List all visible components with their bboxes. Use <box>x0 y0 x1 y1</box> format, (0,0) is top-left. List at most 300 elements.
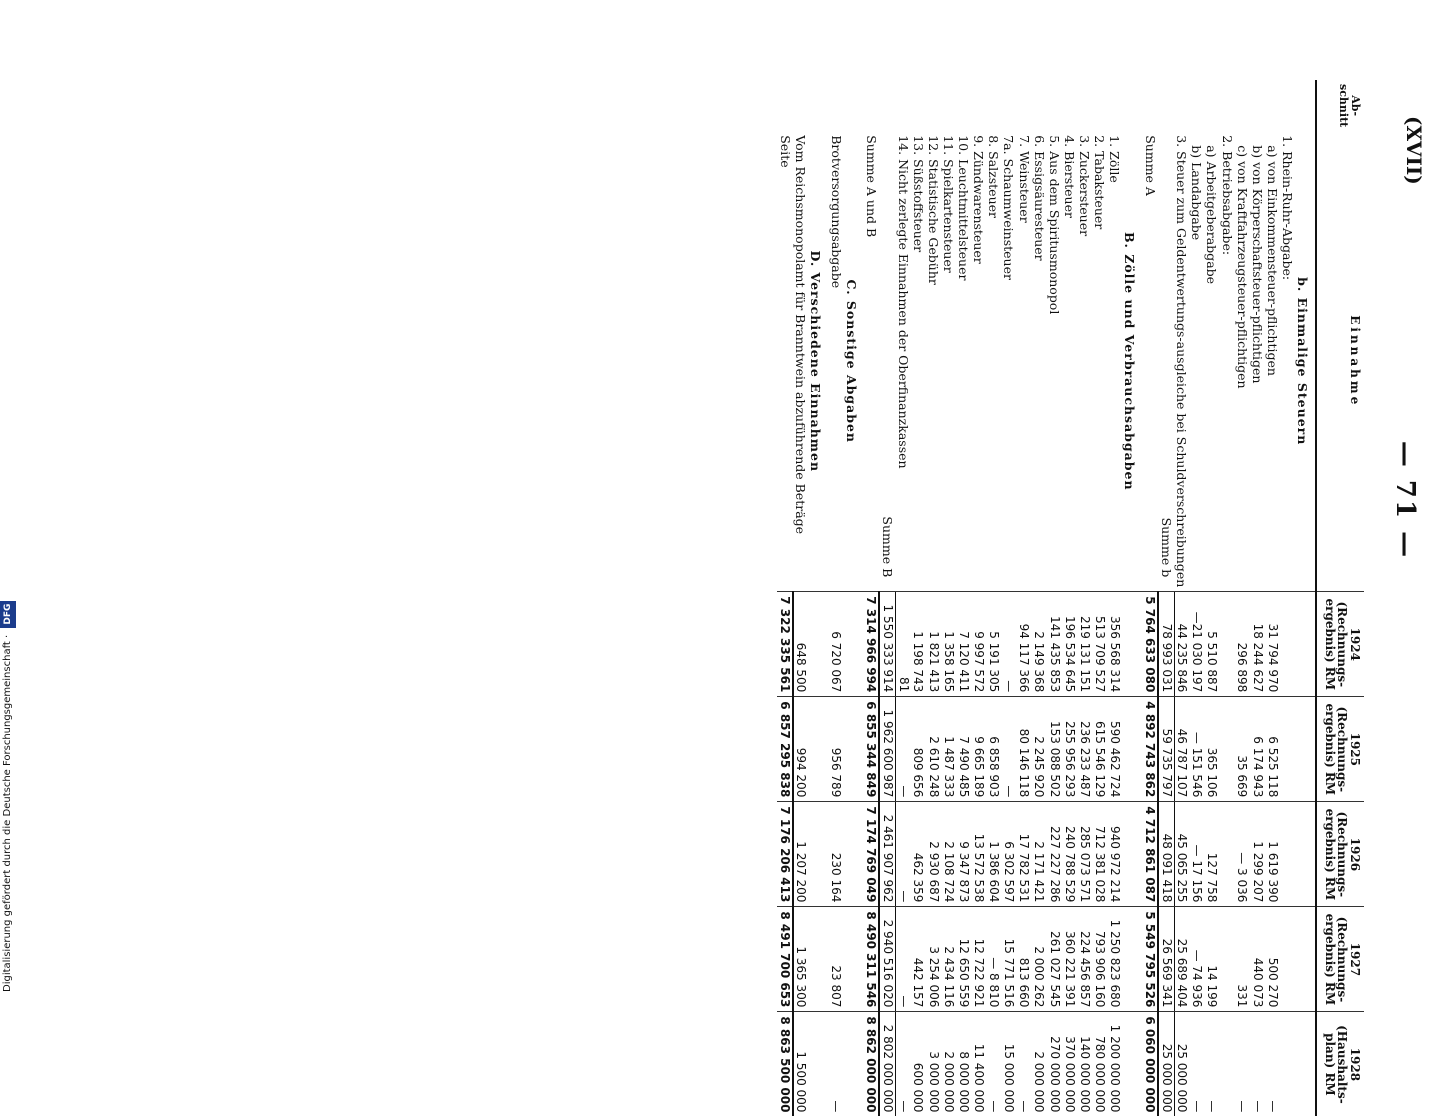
header-year-1925 <box>1316 697 1364 802</box>
row-label: 3. Steuer zum Geldentwertungs-ausgleiche bei Schuldverschreibungen <box>1174 135 1190 588</box>
value-cell: 1 365 300 <box>793 907 809 1012</box>
value-cell: 442 157 <box>911 907 926 1012</box>
abschnitt-cell <box>1174 80 1189 131</box>
row-label: 6. Essigsäuresteuer <box>1031 135 1047 261</box>
value-cell: 196 534 645 <box>1062 592 1077 697</box>
value-cell: 7 322 335 561 <box>777 592 793 697</box>
year-unit: RM <box>1322 981 1337 1006</box>
value-cell <box>808 907 828 1012</box>
value-cell: 590 462 724 <box>1107 697 1122 802</box>
value-cell: 6 855 344 849 <box>864 697 880 802</box>
abschnitt-cell <box>986 80 1001 131</box>
value-cell: 4 712 861 087 <box>1142 802 1158 907</box>
value-cell: 2 000 262 <box>1032 907 1047 1012</box>
abschnitt-cell <box>1001 80 1016 131</box>
year-label: 1925 <box>1348 732 1362 767</box>
value-cell: 296 898 <box>1235 592 1250 697</box>
value-cell: 9 347 873 <box>956 802 971 907</box>
total-row <box>864 80 880 1116</box>
row-label: c) von Kraftfahrzeugsteuer-pflichtigen <box>1234 145 1250 389</box>
value-cell: — <box>895 697 910 802</box>
row-label: 1. Zölle <box>1107 135 1123 183</box>
value-cell <box>1295 697 1316 802</box>
value-cell: 35 669 <box>1235 697 1250 802</box>
table-row <box>1219 80 1234 1116</box>
value-cell: 4 892 743 862 <box>1142 697 1158 802</box>
abschnitt-cell <box>1265 80 1280 131</box>
row-label: D. Verschiedene Einnahmen <box>808 250 824 473</box>
value-cell: 7 120 411 <box>956 592 971 697</box>
section-heading-row <box>808 80 828 1116</box>
value-cell: 7 176 206 413 <box>777 802 793 907</box>
table-row <box>1016 80 1031 1116</box>
table-row <box>956 80 971 1116</box>
abschnitt-cell <box>1122 80 1142 131</box>
table-row <box>1250 80 1265 1116</box>
table-row <box>1204 80 1219 1116</box>
value-cell: 94 117 366 <box>1016 592 1031 697</box>
value-cell: 6 525 118 <box>1265 697 1280 802</box>
value-cell: 80 146 118 <box>1016 697 1031 802</box>
abschnitt-cell <box>1047 80 1062 131</box>
value-cell <box>844 697 864 802</box>
table-row <box>926 80 941 1116</box>
value-cell: 2 000 000 <box>1032 1012 1047 1116</box>
value-cell: 1 299 207 <box>1250 802 1265 907</box>
abschnitt-cell <box>1235 80 1250 131</box>
total-row <box>1142 80 1158 1116</box>
row-label: 5. Aus dem Spiritusmonopol <box>1046 135 1062 315</box>
dfg-logo: DFG <box>0 601 16 628</box>
abschnitt-cell <box>777 80 793 131</box>
value-cell: 8 862 000 000 <box>864 1012 880 1116</box>
table-row <box>1077 80 1092 1116</box>
value-cell: 141 435 853 <box>1047 592 1062 697</box>
value-cell: — <box>1235 1012 1250 1116</box>
value-cell: 78 993 031 <box>1158 592 1174 697</box>
abschnitt-cell <box>971 80 986 131</box>
value-cell <box>808 1012 828 1116</box>
row-label: 2. Betriebsabgabe: <box>1219 135 1235 256</box>
revenue-table <box>777 80 1364 1116</box>
value-cell: 5 510 887 <box>1204 592 1219 697</box>
value-cell: 8 000 000 <box>956 1012 971 1116</box>
value-cell: 6 720 067 <box>828 592 843 697</box>
value-cell: 1 550 333 914 <box>879 592 895 697</box>
row-label: Summe A und B <box>864 135 880 238</box>
value-cell: 25 000 000 <box>1174 1012 1189 1116</box>
value-cell: 360 221 391 <box>1062 907 1077 1012</box>
abschnitt-cell <box>844 80 864 131</box>
value-cell: 500 270 <box>1265 907 1280 1012</box>
value-cell: 940 972 214 <box>1107 802 1122 907</box>
value-cell: 1 487 333 <box>941 697 956 802</box>
value-cell <box>808 697 828 802</box>
table-row <box>1001 80 1016 1116</box>
value-cell <box>1280 697 1295 802</box>
section-label: (XVII) <box>1402 116 1426 185</box>
header-einnahme: Einnahme <box>1316 131 1364 592</box>
value-cell: 331 <box>1235 907 1250 1012</box>
value-cell: 1 198 743 <box>911 592 926 697</box>
abschnitt-cell <box>1204 80 1219 131</box>
value-cell: 2 000 000 <box>941 1012 956 1116</box>
value-cell: 18 244 627 <box>1250 592 1265 697</box>
value-cell: 648 500 <box>793 592 809 697</box>
value-cell: — <box>895 907 910 1012</box>
value-cell: 25 689 404 <box>1174 907 1189 1012</box>
value-cell <box>808 592 828 697</box>
row-label: C. Sonstige Abgaben <box>843 279 859 444</box>
abschnitt-cell <box>895 80 910 131</box>
table-row <box>1047 80 1062 1116</box>
row-label: 11. Spielkartensteuer <box>940 135 956 273</box>
row-label: 4. Biersteuer <box>1061 135 1077 218</box>
value-cell <box>1219 592 1234 697</box>
year-label: 1926 <box>1348 837 1362 872</box>
abschnitt-cell <box>864 80 880 131</box>
value-cell <box>1122 907 1142 1012</box>
row-label: 3. Zuckersteuer <box>1077 135 1093 237</box>
table-header <box>1316 80 1364 1116</box>
value-cell <box>1280 802 1295 907</box>
value-cell: 255 956 293 <box>1062 697 1077 802</box>
value-cell: — <box>828 1012 843 1116</box>
value-cell <box>808 802 828 907</box>
value-cell: 31 794 970 <box>1265 592 1280 697</box>
abschnitt-cell <box>793 80 809 131</box>
year-unit: RM <box>1322 666 1337 691</box>
value-cell: 240 788 529 <box>1062 802 1077 907</box>
value-cell: 5 764 633 080 <box>1142 592 1158 697</box>
section-heading-row <box>844 80 864 1116</box>
table-row <box>986 80 1001 1116</box>
row-label: a) Arbeitgeberabgabe <box>1204 145 1220 285</box>
abschnitt-cell <box>1107 80 1122 131</box>
year-subtitle: (Rechnungs-ergebnis) <box>1322 808 1350 898</box>
value-cell: 127 758 <box>1204 802 1219 907</box>
value-cell: 23 807 <box>828 907 843 1012</box>
year-label: 1924 <box>1348 627 1362 661</box>
abschnitt-cell <box>1032 80 1047 131</box>
table-row <box>911 80 926 1116</box>
value-cell: 600 000 <box>911 1012 926 1116</box>
header-year-1928 <box>1316 1012 1364 1116</box>
abschnitt-cell <box>1062 80 1077 131</box>
value-cell: 1 619 390 <box>1265 802 1280 907</box>
value-cell: 2 434 116 <box>941 907 956 1012</box>
year-subtitle: (Haushalts-plan) <box>1322 1025 1350 1104</box>
value-cell: 365 106 <box>1204 697 1219 802</box>
value-cell: 8 863 500 000 <box>777 1012 793 1116</box>
row-label: 13. Süßstoffsteuer <box>910 135 926 253</box>
value-cell: 230 164 <box>828 802 843 907</box>
value-cell: 224 456 857 <box>1077 907 1092 1012</box>
value-cell <box>1280 592 1295 697</box>
value-cell: 2 245 920 <box>1032 697 1047 802</box>
value-cell <box>1219 697 1234 802</box>
value-cell <box>1280 1012 1295 1116</box>
table-row <box>1092 80 1107 1116</box>
table-row <box>1032 80 1047 1116</box>
row-label: b) Landabgabe <box>1189 145 1205 241</box>
value-cell: — <box>1204 1012 1219 1116</box>
row-label: Brotversorgungsabgabe <box>828 135 844 289</box>
value-cell: —21 030 197 <box>1189 592 1204 697</box>
value-cell: 13 572 538 <box>971 802 986 907</box>
header-year-1924 <box>1316 592 1364 697</box>
table-row <box>971 80 986 1116</box>
value-cell <box>844 1012 864 1116</box>
value-cell: 15 771 516 <box>1001 907 1016 1012</box>
value-cell: — <box>1189 1012 1204 1116</box>
section-heading-row <box>1122 80 1142 1116</box>
value-cell: 1 500 000 <box>793 1012 809 1116</box>
footer-text: Digitalisierung gefördert durch die Deutsche Forschungsgemeinschaft · <box>2 634 13 992</box>
value-cell: 6 060 000 000 <box>1142 1012 1158 1116</box>
year-subtitle: (Rechnungs-ergebnis) <box>1322 703 1350 793</box>
value-cell: 12 722 921 <box>971 907 986 1012</box>
value-cell: 2 802 000 000 <box>879 1012 895 1116</box>
value-cell: 6 857 295 838 <box>777 697 793 802</box>
value-cell: 1 250 823 680 <box>1107 907 1122 1012</box>
value-cell: 8 491 700 653 <box>777 907 793 1012</box>
value-cell: 615 546 129 <box>1092 697 1107 802</box>
value-cell: — <box>1250 1012 1265 1116</box>
table-row <box>1265 80 1280 1116</box>
value-cell <box>1295 592 1316 697</box>
table-row <box>895 80 910 1116</box>
row-label: Seite <box>777 135 793 168</box>
value-cell: — <box>895 1012 910 1116</box>
row-label: Summe b <box>1158 517 1174 578</box>
row-label: a) von Einkommensteuer-pflichtigen <box>1264 145 1280 376</box>
value-cell: 7 314 966 994 <box>864 592 880 697</box>
abschnitt-cell <box>1250 80 1265 131</box>
value-cell <box>1122 697 1142 802</box>
value-cell: 44 235 846 <box>1174 592 1189 697</box>
section-heading-row <box>1295 80 1316 1116</box>
value-cell: 3 254 006 <box>926 907 941 1012</box>
value-cell: 1 962 600 987 <box>879 697 895 802</box>
total-row <box>777 80 793 1116</box>
value-cell: 712 381 028 <box>1092 802 1107 907</box>
year-subtitle: (Rechnungs-ergebnis) <box>1322 598 1350 688</box>
value-cell: 2 108 724 <box>941 802 956 907</box>
value-cell: 25 000 000 <box>1158 1012 1174 1116</box>
value-cell: 2 930 687 <box>926 802 941 907</box>
value-cell: 236 233 487 <box>1077 697 1092 802</box>
row-label: 9. Zündwarensteuer <box>971 135 987 264</box>
row-label: 10. Leuchtmittelsteuer <box>956 135 972 281</box>
value-cell <box>1295 1012 1316 1116</box>
row-label: 2. Tabaksteuer <box>1092 135 1108 230</box>
abschnitt-cell <box>1092 80 1107 131</box>
abschnitt-cell <box>879 80 895 131</box>
value-cell <box>1280 907 1295 1012</box>
row-label: Summe B <box>879 516 895 578</box>
value-cell: 2 461 907 962 <box>879 802 895 907</box>
value-cell: 140 000 000 <box>1077 1012 1092 1116</box>
row-label: b. Einmalige Steuern <box>1295 277 1311 446</box>
year-subtitle: (Rechnungs-ergebnis) <box>1322 913 1350 1003</box>
row-label: 7a. Schaumweinsteuer <box>1001 135 1017 280</box>
value-cell: 462 359 <box>911 802 926 907</box>
row-label: Vom Reichsmonopolamt für Branntwein abzuführende Beträge <box>793 135 809 535</box>
table-row <box>1280 80 1295 1116</box>
value-cell: 153 088 502 <box>1047 697 1062 802</box>
value-cell: 8 490 311 546 <box>864 907 880 1012</box>
value-cell: 9 665 189 <box>971 697 986 802</box>
value-cell: 7 490 485 <box>956 697 971 802</box>
value-cell: 6 858 903 <box>986 697 1001 802</box>
page-number: — 71 — <box>1390 440 1420 560</box>
total-row <box>1158 80 1174 1116</box>
value-cell: 261 027 545 <box>1047 907 1062 1012</box>
header-year-1926 <box>1316 802 1364 907</box>
value-cell: 370 000 000 <box>1062 1012 1077 1116</box>
row-label: 14. Nicht zerlegte Einnahmen der Oberfinanzkassen <box>895 135 911 469</box>
value-cell: 793 906 160 <box>1092 907 1107 1012</box>
abschnitt-cell <box>1077 80 1092 131</box>
value-cell: 356 568 314 <box>1107 592 1122 697</box>
abschnitt-cell <box>828 80 843 131</box>
abschnitt-cell <box>1280 80 1295 131</box>
value-cell: 1 358 165 <box>941 592 956 697</box>
value-cell: 45 065 255 <box>1174 802 1189 907</box>
value-cell <box>1122 592 1142 697</box>
value-cell: 780 000 000 <box>1092 1012 1107 1116</box>
value-cell <box>1295 802 1316 907</box>
value-cell: 81 <box>895 592 910 697</box>
abschnitt-cell <box>1142 80 1158 131</box>
value-cell: 219 131 151 <box>1077 592 1092 697</box>
value-cell <box>1219 907 1234 1012</box>
table-row <box>1062 80 1077 1116</box>
year-unit: RM <box>1322 1072 1337 1096</box>
year-label: 1927 <box>1348 942 1362 977</box>
value-cell: 15 000 000 <box>1001 1012 1016 1116</box>
value-cell: — <box>1265 1012 1280 1116</box>
value-cell: — 17 156 <box>1189 802 1204 907</box>
value-cell: 227 227 286 <box>1047 802 1062 907</box>
value-cell <box>844 802 864 907</box>
value-cell: 46 787 107 <box>1174 697 1189 802</box>
table-row <box>1235 80 1250 1116</box>
value-cell: 5 191 305 <box>986 592 1001 697</box>
row-label: B. Zölle und Verbrauchsabgaben <box>1122 231 1138 491</box>
table-row <box>1107 80 1122 1116</box>
value-cell: 2 149 368 <box>1032 592 1047 697</box>
value-cell: 813 660 <box>1016 907 1031 1012</box>
value-cell <box>1219 1012 1234 1116</box>
row-label: 8. Salzsteuer <box>986 135 1002 218</box>
value-cell: — <box>1001 697 1016 802</box>
year-label: 1928 <box>1348 1047 1362 1082</box>
value-cell: 994 200 <box>793 697 809 802</box>
value-cell <box>1219 802 1234 907</box>
value-cell: 1 200 000 000 <box>1107 1012 1122 1116</box>
value-cell: 7 174 769 049 <box>864 802 880 907</box>
header-row <box>1316 80 1364 1116</box>
value-cell: 270 000 000 <box>1047 1012 1062 1116</box>
value-cell: 48 091 418 <box>1158 802 1174 907</box>
total-row <box>879 80 895 1116</box>
value-cell: 5 549 795 526 <box>1142 907 1158 1012</box>
value-cell: 2 940 516 020 <box>879 907 895 1012</box>
value-cell <box>1122 802 1142 907</box>
abschnitt-cell <box>1016 80 1031 131</box>
value-cell <box>1122 1012 1142 1116</box>
year-unit: RM <box>1322 771 1337 796</box>
abschnitt-cell <box>956 80 971 131</box>
value-cell: 11 400 000 <box>971 1012 986 1116</box>
value-cell: — <box>895 802 910 907</box>
value-cell: 1 821 413 <box>926 592 941 697</box>
abschnitt-cell <box>911 80 926 131</box>
value-cell <box>1295 907 1316 1012</box>
abschnitt-cell <box>1295 80 1316 131</box>
value-cell: 285 073 571 <box>1077 802 1092 907</box>
value-cell: — 8 810 <box>986 907 1001 1012</box>
value-cell: 440 073 <box>1250 907 1265 1012</box>
header-year-1927 <box>1316 907 1364 1012</box>
value-cell: — <box>1016 1012 1031 1116</box>
abschnitt-cell <box>941 80 956 131</box>
value-cell: 26 569 341 <box>1158 907 1174 1012</box>
abschnitt-cell <box>808 80 828 131</box>
value-cell: 956 789 <box>828 697 843 802</box>
value-cell <box>844 592 864 697</box>
value-cell: 809 656 <box>911 697 926 802</box>
header-abschnitt: Ab-schnitt <box>1316 80 1364 131</box>
value-cell: 17 782 531 <box>1016 802 1031 907</box>
table-row <box>828 80 843 1116</box>
abschnitt-cell <box>926 80 941 131</box>
value-cell: — <box>986 1012 1001 1116</box>
value-cell: — 151 546 <box>1189 697 1204 802</box>
value-cell: 1 207 200 <box>793 802 809 907</box>
row-label: b) von Körperschaftsteuer-pflichtigen <box>1249 145 1265 384</box>
footer-attribution <box>0 0 18 1000</box>
table-row <box>941 80 956 1116</box>
value-cell: — 74 936 <box>1189 907 1204 1012</box>
row-label: Summe A <box>1142 135 1158 196</box>
table-row <box>1174 80 1189 1116</box>
value-cell: 513 709 527 <box>1092 592 1107 697</box>
table-row <box>1189 80 1204 1116</box>
value-cell <box>844 907 864 1012</box>
year-unit: RM <box>1322 876 1337 901</box>
value-cell: 14 199 <box>1204 907 1219 1012</box>
value-cell: 9 997 572 <box>971 592 986 697</box>
value-cell: 6 174 943 <box>1250 697 1265 802</box>
value-cell: 6 302 597 <box>1001 802 1016 907</box>
table-row <box>793 80 809 1116</box>
value-cell: 1 386 604 <box>986 802 1001 907</box>
value-cell: — 3 036 <box>1235 802 1250 907</box>
value-cell: 59 735 797 <box>1158 697 1174 802</box>
row-label: 1. Rhein-Ruhr-Abgabe: <box>1280 135 1296 281</box>
row-label: 7. Weinsteuer <box>1016 135 1032 223</box>
value-cell: 12 650 559 <box>956 907 971 1012</box>
abschnitt-cell <box>1189 80 1204 131</box>
abschnitt-cell <box>1219 80 1234 131</box>
row-label: 12. Statistische Gebühr <box>925 135 941 285</box>
value-cell: 2 610 248 <box>926 697 941 802</box>
value-cell: 2 171 421 <box>1032 802 1047 907</box>
value-cell: 3 000 000 <box>926 1012 941 1116</box>
